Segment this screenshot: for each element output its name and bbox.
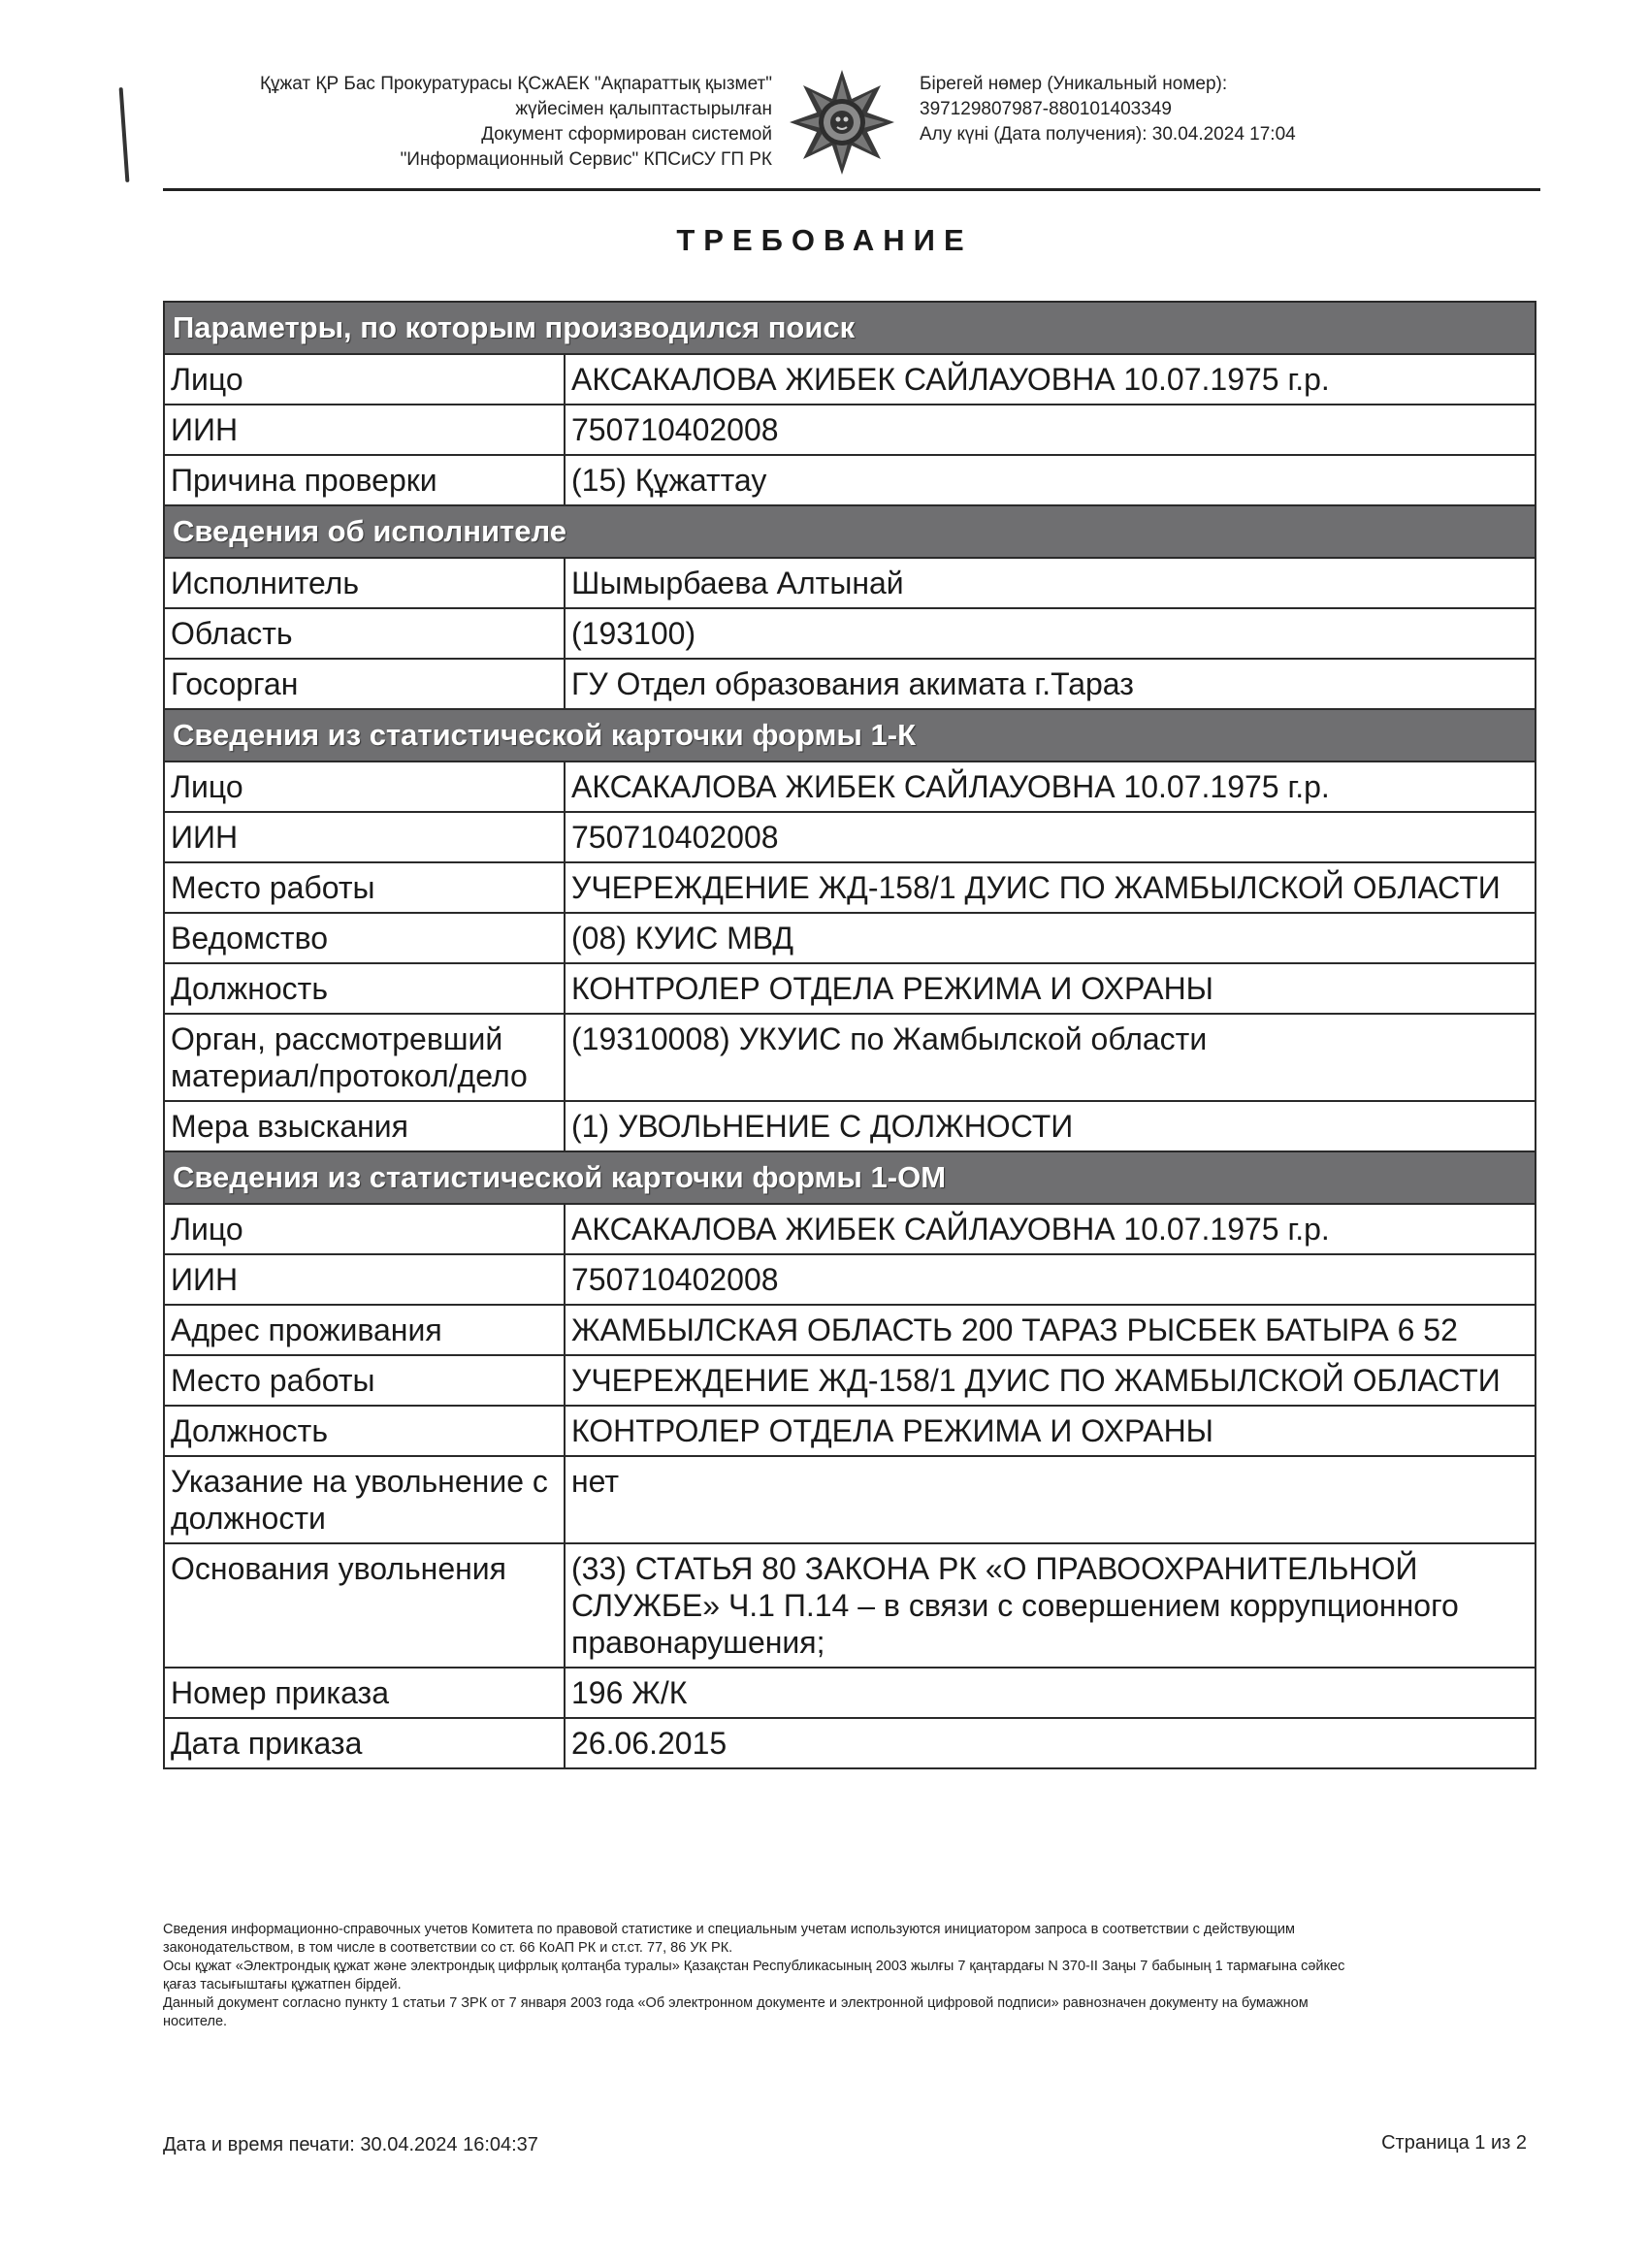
table-row <box>164 913 1536 963</box>
table-row <box>164 1406 1536 1456</box>
table-row <box>164 1718 1536 1768</box>
row-value: (08) КУИС МВД <box>565 913 1536 963</box>
row-value: 196 Ж/К <box>565 1668 1536 1718</box>
row-value: АКСАКАЛОВА ЖИБЕК САЙЛАУОВНА 10.07.1975 г.р. <box>565 354 1536 405</box>
row-value: (15) Құжаттау <box>565 455 1536 505</box>
section-heading: Сведения из статистической карточки формы 1-К <box>164 709 1536 761</box>
table-row <box>164 1543 1536 1668</box>
table-row <box>164 1014 1536 1101</box>
issuer-line: жүйесімен қалыптастырылған <box>515 99 772 119</box>
emblem-icon <box>788 68 896 177</box>
row-label: Лицо <box>164 1204 565 1254</box>
row-value: Шымырбаева Алтынай <box>565 558 1536 608</box>
document-title: ТРЕБОВАНИЕ <box>676 223 973 257</box>
print-datetime: Дата и время печати: 30.04.2024 16:04:37 <box>163 2134 538 2155</box>
row-label: ИИН <box>164 812 565 862</box>
pen-mark <box>119 87 130 182</box>
footnote-line: законодательством, в том числе в соответствии со ст. 66 КоАП РК и ст.ст. 77, 86 УК РК. <box>163 1940 733 1956</box>
table-row <box>164 455 1536 505</box>
row-label: Адрес проживания <box>164 1305 565 1355</box>
row-value: 750710402008 <box>565 405 1536 455</box>
section-heading: Сведения об исполнителе <box>164 505 1536 558</box>
receipt-date: Алу күні (Дата получения): 30.04.2024 17:04 <box>920 124 1296 145</box>
page-number: Страница 1 из 2 <box>1381 2132 1527 2154</box>
requirement-table <box>163 301 1536 1769</box>
footnote-line: Осы құжат «Электрондық құжат және электрондық цифрлық қолтаңба туралы» Қазақстан Республикасының 2003 жылғы 7 қаңтардағы N 370-II Заңы 7 бабының 1 тармағына сәйкес <box>163 1959 1345 1974</box>
table-row <box>164 1305 1536 1355</box>
row-value: ГУ Отдел образования акимата г.Тараз <box>565 659 1536 709</box>
table-row <box>164 659 1536 709</box>
row-value: УЧЕРЕЖДЕНИЕ ЖД-158/1 ДУИС ПО ЖАМБЫЛСКОЙ ОБЛАСТИ <box>565 1355 1536 1406</box>
row-value: УЧЕРЕЖДЕНИЕ ЖД-158/1 ДУИС ПО ЖАМБЫЛСКОЙ ОБЛАСТИ <box>565 862 1536 913</box>
table-row <box>164 1254 1536 1305</box>
row-value: АКСАКАЛОВА ЖИБЕК САЙЛАУОВНА 10.07.1975 г.р. <box>565 761 1536 812</box>
footnote-line: Сведения информационно-справочных учетов Комитета по правовой статистике и специальным учетам используются инициатором запроса в соответствии с действующим <box>163 1922 1295 1937</box>
row-value: КОНТРОЛЕР ОТДЕЛА РЕЖИМА И ОХРАНЫ <box>565 1406 1536 1456</box>
section-heading: Параметры, по которым производился поиск <box>164 302 1536 354</box>
footnote-line: қағаз тасығыштағы құжатпен бірдей. <box>163 1977 402 1993</box>
issuer-line: Документ сформирован системой <box>481 124 772 145</box>
row-label: Место работы <box>164 862 565 913</box>
row-value: (33) СТАТЬЯ 80 ЗАКОНА РК «О ПРАВООХРАНИТЕЛЬНОЙ СЛУЖБЕ» Ч.1 П.14 – в связи с совершением коррупционного правонарушения; <box>565 1543 1536 1668</box>
table-row <box>164 1355 1536 1406</box>
row-label: Орган, рассмотревший материал/протокол/дело <box>164 1014 565 1101</box>
section-header-search-params <box>164 302 1536 354</box>
table-row <box>164 1101 1536 1151</box>
table-row <box>164 862 1536 913</box>
unique-number-value: 397129807987-880101403349 <box>920 99 1172 119</box>
section-header-form-1k <box>164 709 1536 761</box>
row-label: Причина проверки <box>164 455 565 505</box>
row-value: (1) УВОЛЬНЕНИЕ С ДОЛЖНОСТИ <box>565 1101 1536 1151</box>
header-divider <box>163 188 1540 191</box>
row-value: КОНТРОЛЕР ОТДЕЛА РЕЖИМА И ОХРАНЫ <box>565 963 1536 1014</box>
issuer-line: Құжат ҚР Бас Прокуратурасы ҚСжАЕК "Ақпараттық қызмет" <box>259 74 772 94</box>
table-row <box>164 354 1536 405</box>
legal-footnote <box>163 1921 1521 2031</box>
row-label: Дата приказа <box>164 1718 565 1768</box>
row-value: ЖАМБЫЛСКАЯ ОБЛАСТЬ 200 ТАРАЗ РЫСБЕК БАТЫРА 6 52 <box>565 1305 1536 1355</box>
row-label: Указание на увольнение с должности <box>164 1456 565 1543</box>
section-header-executor <box>164 505 1536 558</box>
row-label: Ведомство <box>164 913 565 963</box>
row-label: ИИН <box>164 1254 565 1305</box>
row-value: АКСАКАЛОВА ЖИБЕК САЙЛАУОВНА 10.07.1975 г.р. <box>565 1204 1536 1254</box>
row-value: 26.06.2015 <box>565 1718 1536 1768</box>
footnote-line: Данный документ согласно пункту 1 статьи 7 ЗРК от 7 января 2003 года «Об электронном документе и электронной цифровой подписи» равнозначен документу на бумажном <box>163 1995 1309 2011</box>
unique-number-label: Бірегей нөмер (Уникальный номер): <box>920 74 1228 94</box>
footnote-line: носителе. <box>163 2014 228 2029</box>
table-row <box>164 963 1536 1014</box>
table-row <box>164 608 1536 659</box>
table-row <box>164 405 1536 455</box>
section-header-form-1om <box>164 1151 1536 1204</box>
table-row <box>164 761 1536 812</box>
row-label: Должность <box>164 1406 565 1456</box>
row-label: Лицо <box>164 354 565 405</box>
table-row <box>164 1668 1536 1718</box>
row-label: Госорган <box>164 659 565 709</box>
row-value: (193100) <box>565 608 1536 659</box>
row-label: Исполнитель <box>164 558 565 608</box>
row-value: 750710402008 <box>565 1254 1536 1305</box>
row-value: 750710402008 <box>565 812 1536 862</box>
table-row <box>164 812 1536 862</box>
issuer-line: "Информационный Сервис" КПСиСУ ГП РК <box>400 149 772 170</box>
row-label: Основания увольнения <box>164 1543 565 1668</box>
section-heading: Сведения из статистической карточки формы 1-ОМ <box>164 1151 1536 1204</box>
row-value: нет <box>565 1456 1536 1543</box>
table-row <box>164 558 1536 608</box>
row-label: Должность <box>164 963 565 1014</box>
table-row <box>164 1456 1536 1543</box>
row-label: Мера взыскания <box>164 1101 565 1151</box>
row-label: ИИН <box>164 405 565 455</box>
unique-number-block <box>920 72 1296 147</box>
row-label: Номер приказа <box>164 1668 565 1718</box>
row-label: Лицо <box>164 761 565 812</box>
row-label: Место работы <box>164 1355 565 1406</box>
row-label: Область <box>164 608 565 659</box>
issuer-block <box>146 72 772 173</box>
table-row <box>164 1204 1536 1254</box>
row-value: (19310008) УКУИС по Жамбылской области <box>565 1014 1536 1101</box>
